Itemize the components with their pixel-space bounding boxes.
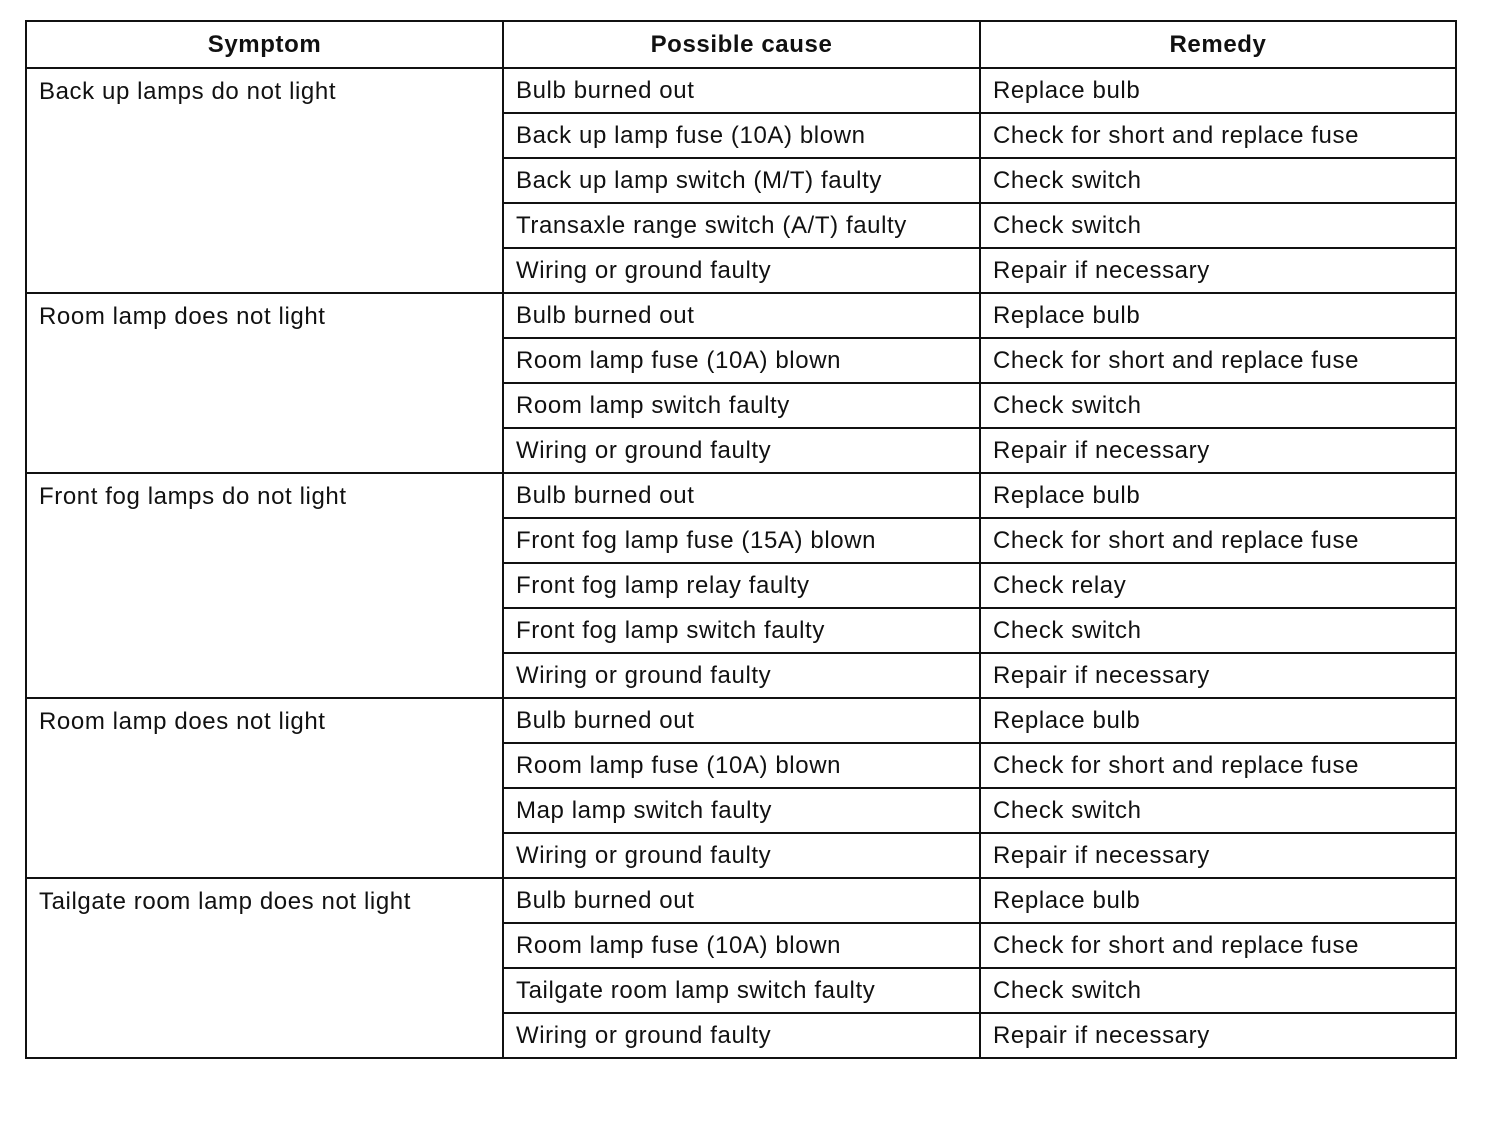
header-symptom: Symptom bbox=[26, 21, 503, 68]
symptom-cell: Back up lamps do not light bbox=[26, 68, 503, 293]
remedy-cell: Check switch bbox=[980, 968, 1456, 1013]
remedy-cell: Replace bulb bbox=[980, 878, 1456, 923]
symptom-cell: Room lamp does not light bbox=[26, 698, 503, 878]
remedy-cell: Check switch bbox=[980, 608, 1456, 653]
troubleshooting-document bbox=[25, 20, 1455, 1059]
remedy-cell: Replace bulb bbox=[980, 698, 1456, 743]
table-row bbox=[26, 473, 1456, 518]
remedy-cell: Check relay bbox=[980, 563, 1456, 608]
possible-cause-cell: Transaxle range switch (A/T) faulty bbox=[503, 203, 980, 248]
remedy-cell: Check switch bbox=[980, 203, 1456, 248]
header-row bbox=[26, 21, 1456, 68]
symptom-cell: Front fog lamps do not light bbox=[26, 473, 503, 698]
remedy-cell: Repair if necessary bbox=[980, 653, 1456, 698]
possible-cause-cell: Bulb burned out bbox=[503, 68, 980, 113]
possible-cause-cell: Front fog lamp relay faulty bbox=[503, 563, 980, 608]
remedy-cell: Check switch bbox=[980, 158, 1456, 203]
possible-cause-cell: Bulb burned out bbox=[503, 698, 980, 743]
possible-cause-cell: Room lamp fuse (10A) blown bbox=[503, 743, 980, 788]
remedy-cell: Check switch bbox=[980, 383, 1456, 428]
possible-cause-cell: Front fog lamp fuse (15A) blown bbox=[503, 518, 980, 563]
remedy-cell: Repair if necessary bbox=[980, 248, 1456, 293]
remedy-cell: Replace bulb bbox=[980, 473, 1456, 518]
table-row bbox=[26, 293, 1456, 338]
table-row bbox=[26, 68, 1456, 113]
remedy-cell: Check for short and replace fuse bbox=[980, 113, 1456, 158]
remedy-cell: Replace bulb bbox=[980, 293, 1456, 338]
symptom-cell: Room lamp does not light bbox=[26, 293, 503, 473]
possible-cause-cell: Wiring or ground faulty bbox=[503, 248, 980, 293]
table-row bbox=[26, 698, 1456, 743]
table-body bbox=[26, 68, 1456, 1058]
possible-cause-cell: Front fog lamp switch faulty bbox=[503, 608, 980, 653]
possible-cause-cell: Back up lamp fuse (10A) blown bbox=[503, 113, 980, 158]
troubleshooting-table bbox=[25, 20, 1457, 1059]
remedy-cell: Check for short and replace fuse bbox=[980, 518, 1456, 563]
symptom-cell: Tailgate room lamp does not light bbox=[26, 878, 503, 1058]
table-row bbox=[26, 878, 1456, 923]
header-possible-cause: Possible cause bbox=[503, 21, 980, 68]
remedy-cell: Check for short and replace fuse bbox=[980, 923, 1456, 968]
remedy-cell: Repair if necessary bbox=[980, 833, 1456, 878]
header-remedy: Remedy bbox=[980, 21, 1456, 68]
possible-cause-cell: Room lamp fuse (10A) blown bbox=[503, 923, 980, 968]
remedy-cell: Check for short and replace fuse bbox=[980, 743, 1456, 788]
possible-cause-cell: Bulb burned out bbox=[503, 293, 980, 338]
possible-cause-cell: Room lamp switch faulty bbox=[503, 383, 980, 428]
remedy-cell: Repair if necessary bbox=[980, 428, 1456, 473]
possible-cause-cell: Tailgate room lamp switch faulty bbox=[503, 968, 980, 1013]
possible-cause-cell: Back up lamp switch (M/T) faulty bbox=[503, 158, 980, 203]
possible-cause-cell: Wiring or ground faulty bbox=[503, 833, 980, 878]
remedy-cell: Check for short and replace fuse bbox=[980, 338, 1456, 383]
possible-cause-cell: Map lamp switch faulty bbox=[503, 788, 980, 833]
possible-cause-cell: Room lamp fuse (10A) blown bbox=[503, 338, 980, 383]
possible-cause-cell: Wiring or ground faulty bbox=[503, 428, 980, 473]
remedy-cell: Check switch bbox=[980, 788, 1456, 833]
possible-cause-cell: Wiring or ground faulty bbox=[503, 653, 980, 698]
remedy-cell: Replace bulb bbox=[980, 68, 1456, 113]
possible-cause-cell: Bulb burned out bbox=[503, 473, 980, 518]
possible-cause-cell: Bulb burned out bbox=[503, 878, 980, 923]
remedy-cell: Repair if necessary bbox=[980, 1013, 1456, 1058]
possible-cause-cell: Wiring or ground faulty bbox=[503, 1013, 980, 1058]
table-header bbox=[26, 21, 1456, 68]
